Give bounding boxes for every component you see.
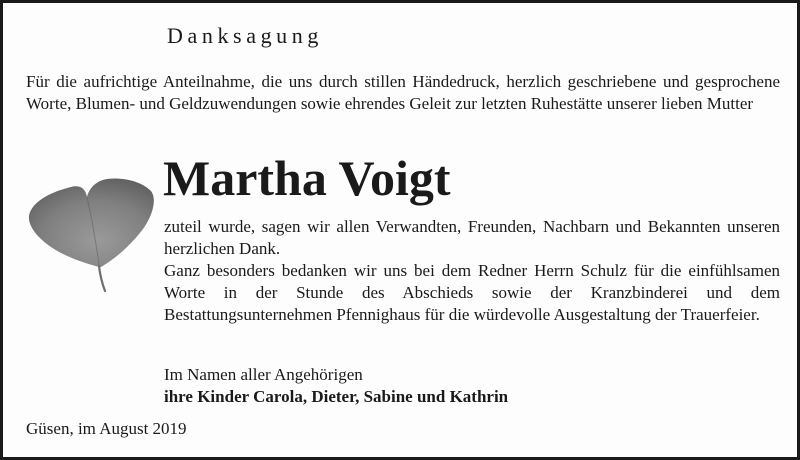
thanks-paragraph: zuteil wurde, sagen wir allen Verwandten, Freunden, Nachbarn und Bekannten unseren herzlichen Dank. [164,217,780,258]
notice-heading: Danksagung [167,23,323,48]
place-date: Güsen, im August 2019 [26,419,187,438]
signature-line: Im Namen aller Angehörigen [164,365,363,384]
deceased-name: Martha Voigt [163,150,451,206]
intro-paragraph: Für die aufrichtige Anteilnahme, die uns durch stillen Händedruck, herzlich geschriebene und gesprochene Worte, Blumen- und Geldzuwendungen sowie ehrendes Geleit zur letzten Ruhestätte unserer lieben Mutter [26,72,780,113]
signature-block [164,364,780,408]
ginkgo-leaf-icon [25,175,157,293]
body-text [164,216,780,326]
family-names: ihre Kinder Carola, Dieter, Sabine und Kathrin [164,387,509,406]
special-thanks-paragraph: Ganz besonders bedanken wir uns bei dem Redner Herrn Schulz für die einfühlsamen Worte in der Stunde des Abschieds sowie der Kranzbinderei und dem Bestattungsunternehmen Pfennighaus für die würdevolle Ausgestaltung der Trauerfeier. [164,261,780,324]
